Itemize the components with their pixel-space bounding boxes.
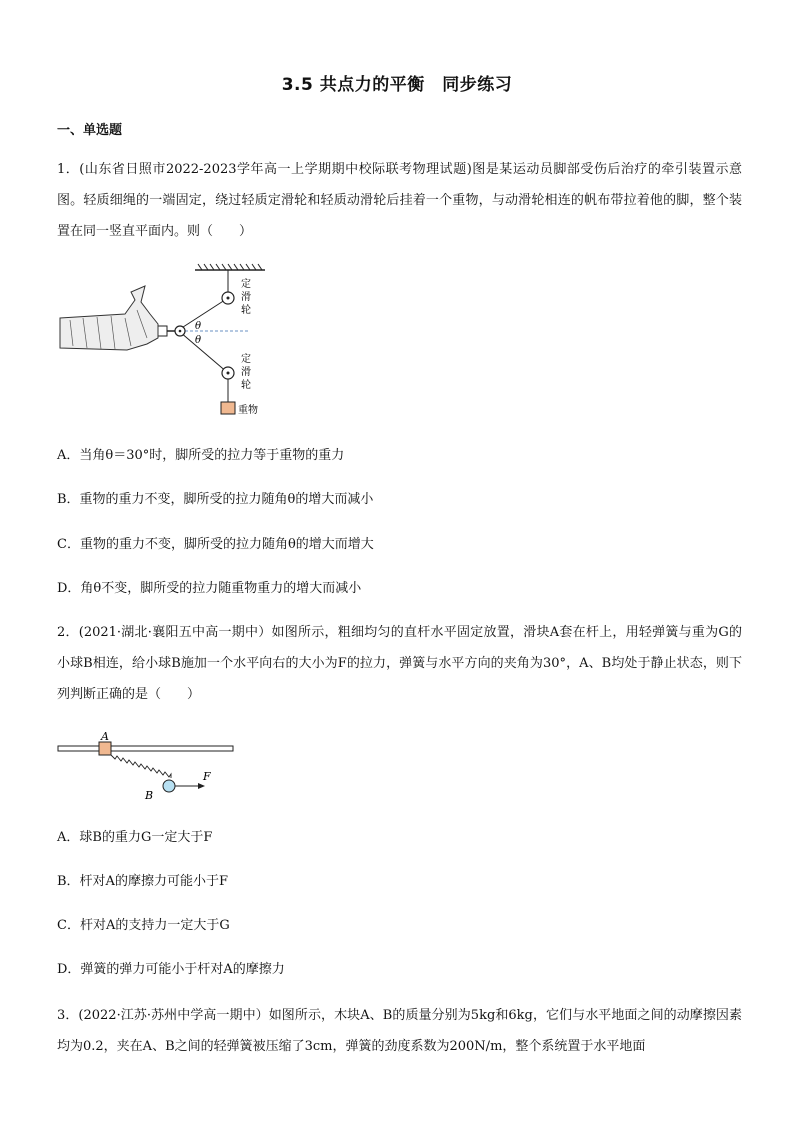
lower-pulley-label-1: 定 xyxy=(241,354,251,365)
weight-label: 重物 xyxy=(238,405,258,416)
upper-pulley-label-3: 轮 xyxy=(241,305,251,316)
label-a: A xyxy=(101,730,109,743)
horizontal-rod xyxy=(58,746,233,751)
question-3-text: 3．(2022·江苏·苏州中学高一期中）如图所示，木块A、B的质量分别为5kg和6kg，它们与水平地面之间的动摩擦因素均为0.2，夹在A、B之间的轻弹簧被压缩了3cm，弹簧的劲度系数为200N/m，整个系统置于水平地面 xyxy=(57,1008,742,1054)
q2-option-d: D．弹簧的弹力可能小于杆对A的摩擦力 xyxy=(57,962,285,977)
slider-a xyxy=(99,742,111,755)
theta-lower-label: θ xyxy=(195,335,202,346)
label-b: B xyxy=(145,789,154,802)
spring xyxy=(111,755,171,778)
lower-pulley-label-3: 轮 xyxy=(241,380,251,391)
theta-upper-label: θ xyxy=(195,321,202,332)
weight-block xyxy=(221,402,235,414)
ball-b xyxy=(163,780,175,792)
question-1-figure xyxy=(55,262,295,422)
upper-pulley-label-1: 定 xyxy=(241,279,251,290)
pulley-label-source: 定滑轮 xyxy=(55,262,58,263)
q1-option-d: D．角θ不变，脚所受的拉力随重物重力的增大而减小 xyxy=(57,581,362,596)
question-1-text: 1．(山东省日照市2022-2023学年高一上学期期中校际联考物理试题)图是某运动员脚部受伤后治疗的牵引装置示意图。轻质细绳的一端固定，绕过轻质定滑轮和轻质动滑轮后挂着一个重物，与动滑轮相连的帆布带拉着他的脚，整个装置在同一竖直平面内。则（ ） xyxy=(57,162,742,239)
q2-option-b: B．杆对A的摩擦力可能小于F xyxy=(57,874,228,889)
page-title: 3.5 共点力的平衡 同步练习 xyxy=(281,75,513,95)
q1-option-b: B．重物的重力不变，脚所受的拉力随角θ的增大而减小 xyxy=(57,492,374,507)
section-heading: 一、单选题 xyxy=(57,123,123,138)
q2-option-a: A．球B的重力G一定大于F xyxy=(57,830,213,845)
q1-option-c: C．重物的重力不变，脚所受的拉力随角θ的增大而增大 xyxy=(57,537,374,552)
leg-drawing xyxy=(60,286,158,350)
q1-option-a: A．当角θ＝30°时，脚所受的拉力等于重物的重力 xyxy=(57,448,345,463)
q2-option-c: C．杆对A的支持力一定大于G xyxy=(57,918,230,933)
label-f: F xyxy=(203,770,211,783)
lower-pulley-label-2: 滑 xyxy=(241,367,251,378)
question-2-figure xyxy=(55,728,245,803)
upper-pulley-label-2: 滑 xyxy=(241,292,251,303)
question-2-text: 2．(2021·湖北·襄阳五中高一期中）如图所示，粗细均匀的直杆水平固定放置，滑块A套在杆上，用轻弹簧与重为G的小球B相连，给小球B施加一个水平向右的大小为F的拉力，弹簧与水平方向的夹角为30°，A、B均处于静止状态，则下列判断正确的是（ ） xyxy=(57,625,742,702)
